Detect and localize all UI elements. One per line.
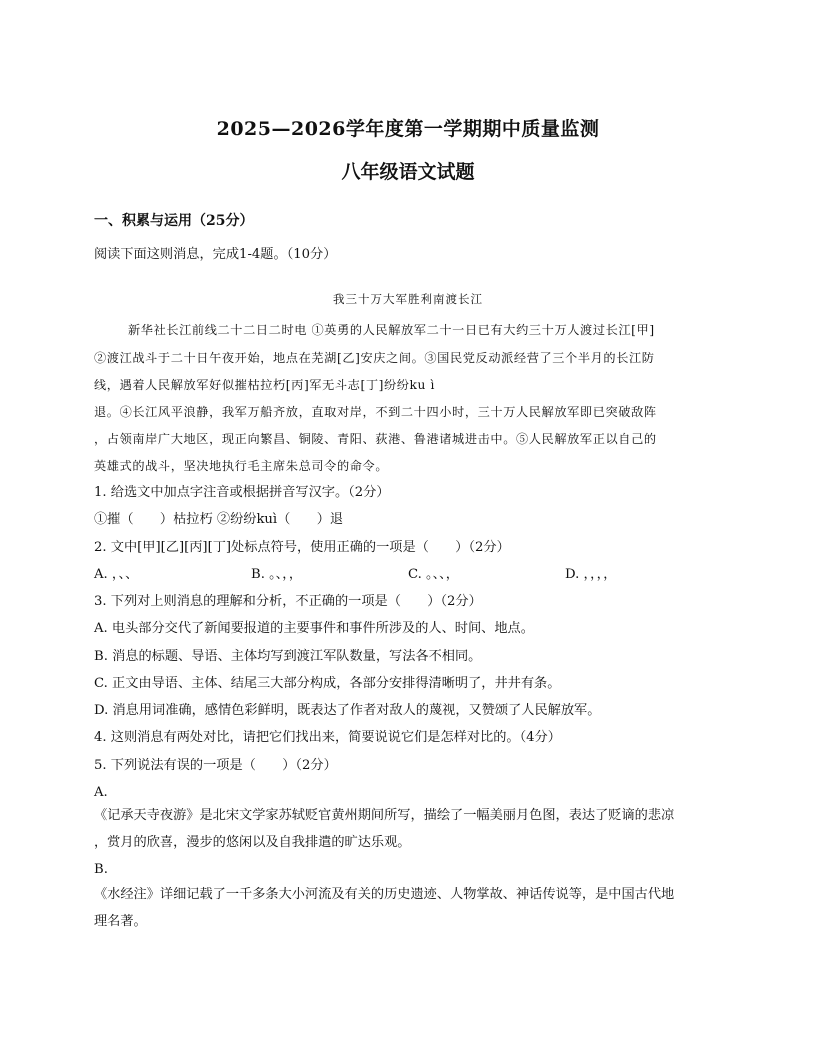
q3-option-a: A. 电头部分交代了新闻要报道的主要事件和事件所涉及的人、时间、地点。 [94,621,534,636]
q3-option-d: D. 消息用词准确，感情色彩鲜明，既表达了作者对敌人的蔑视，又赞颂了人民解放军。 [94,703,601,718]
q5-option-b-text: 理名著。 [94,914,147,929]
question-4: 4. 这则消息有两处对比，请把它们找出来，简要说说它们是怎样对比的。（4分） [94,730,561,745]
q5-option-a-text: 《记承天寺夜游》是北宋文学家苏轼贬官黄州期间所写，描绘了一幅美丽月色图，表达了贬谪的悲凉 [94,808,675,823]
section-heading: 一、积累与运用（25分） [94,213,254,229]
q2-option-a: A. ，、、 [94,567,139,582]
news-line: 新华社长江前线二十二日二时电 ①英勇的人民解放军二十一日已有大约三十万人渡过长江[甲] [128,323,655,337]
question-1: 1. 给选文中加点字注音或根据拼音写汉字。（2分） [94,485,390,500]
q3-option-b: B. 消息的标题、导语、主体均写到渡江军队数量，写法各不相同。 [94,649,482,664]
question-5: 5. 下列说法有误的一项是（ ）（2分） [94,758,337,773]
q5-option-b-text: 《水经注》详细记载了一千多条大小河流及有关的历史遗迹、人物掌故、神话传说等，是中国古代地 [94,887,675,902]
q3-option-c: C. 正文由导语、主体、结尾三大部分构成，各部分安排得清晰明了，井井有条。 [94,676,561,691]
q5-option-a-label: A. [94,785,108,800]
q2-option-b: B. 。、，， [251,567,303,582]
news-line: 英雄式的战斗，坚决地执行毛主席朱总司令的命令。 [94,459,389,473]
news-title: 我三十万大军胜利南渡长江 [333,292,483,306]
news-line: 线，遇着人民解放军好似摧枯拉朽[丙]军无斗志[丁]纷纷ku ì [94,378,435,392]
q5-option-b-label: B. [94,862,108,877]
q5-option-a-text: ，赏月的欣喜，漫步的悠闲以及自我排遣的旷达乐观。 [94,835,411,850]
section-intro: 阅读下面这则消息，完成1-4题。（10分） [94,247,337,262]
q2-option-d: D. ，，，， [565,567,617,582]
news-line: 退。④长江风平浪静，我军万船齐放，直取对岸，不到二十四小时，三十万人民解放军即已突破敌阵 [94,405,657,419]
question-1-blanks: ①摧（ ）枯拉朽 ②纷纷kuì（ ）退 [94,512,344,527]
question-2: 2. 文中[甲][乙][丙][丁]处标点符号，使用正确的一项是（ ）（2分） [94,540,510,555]
exam-title: 2025—2026学年度第一学期期中质量监测 [216,118,600,140]
news-line: ②渡江战斗于二十日午夜开始，地点在芜湖[乙]安庆之间。③国民党反动派经营了三个半月的长江防 [94,351,655,365]
exam-subtitle: 八年级语文试题 [341,161,475,183]
question-3: 3. 下列对上则消息的理解和分析，不正确的一项是（ ）（2分） [94,594,482,609]
q2-option-c: C. 。、、， [408,567,459,582]
news-line: ，占领南岸广大地区，现正向繁昌、铜陵、青阳、荻港、鲁港诸城进击中。⑤人民解放军正以自己的 [94,432,657,446]
